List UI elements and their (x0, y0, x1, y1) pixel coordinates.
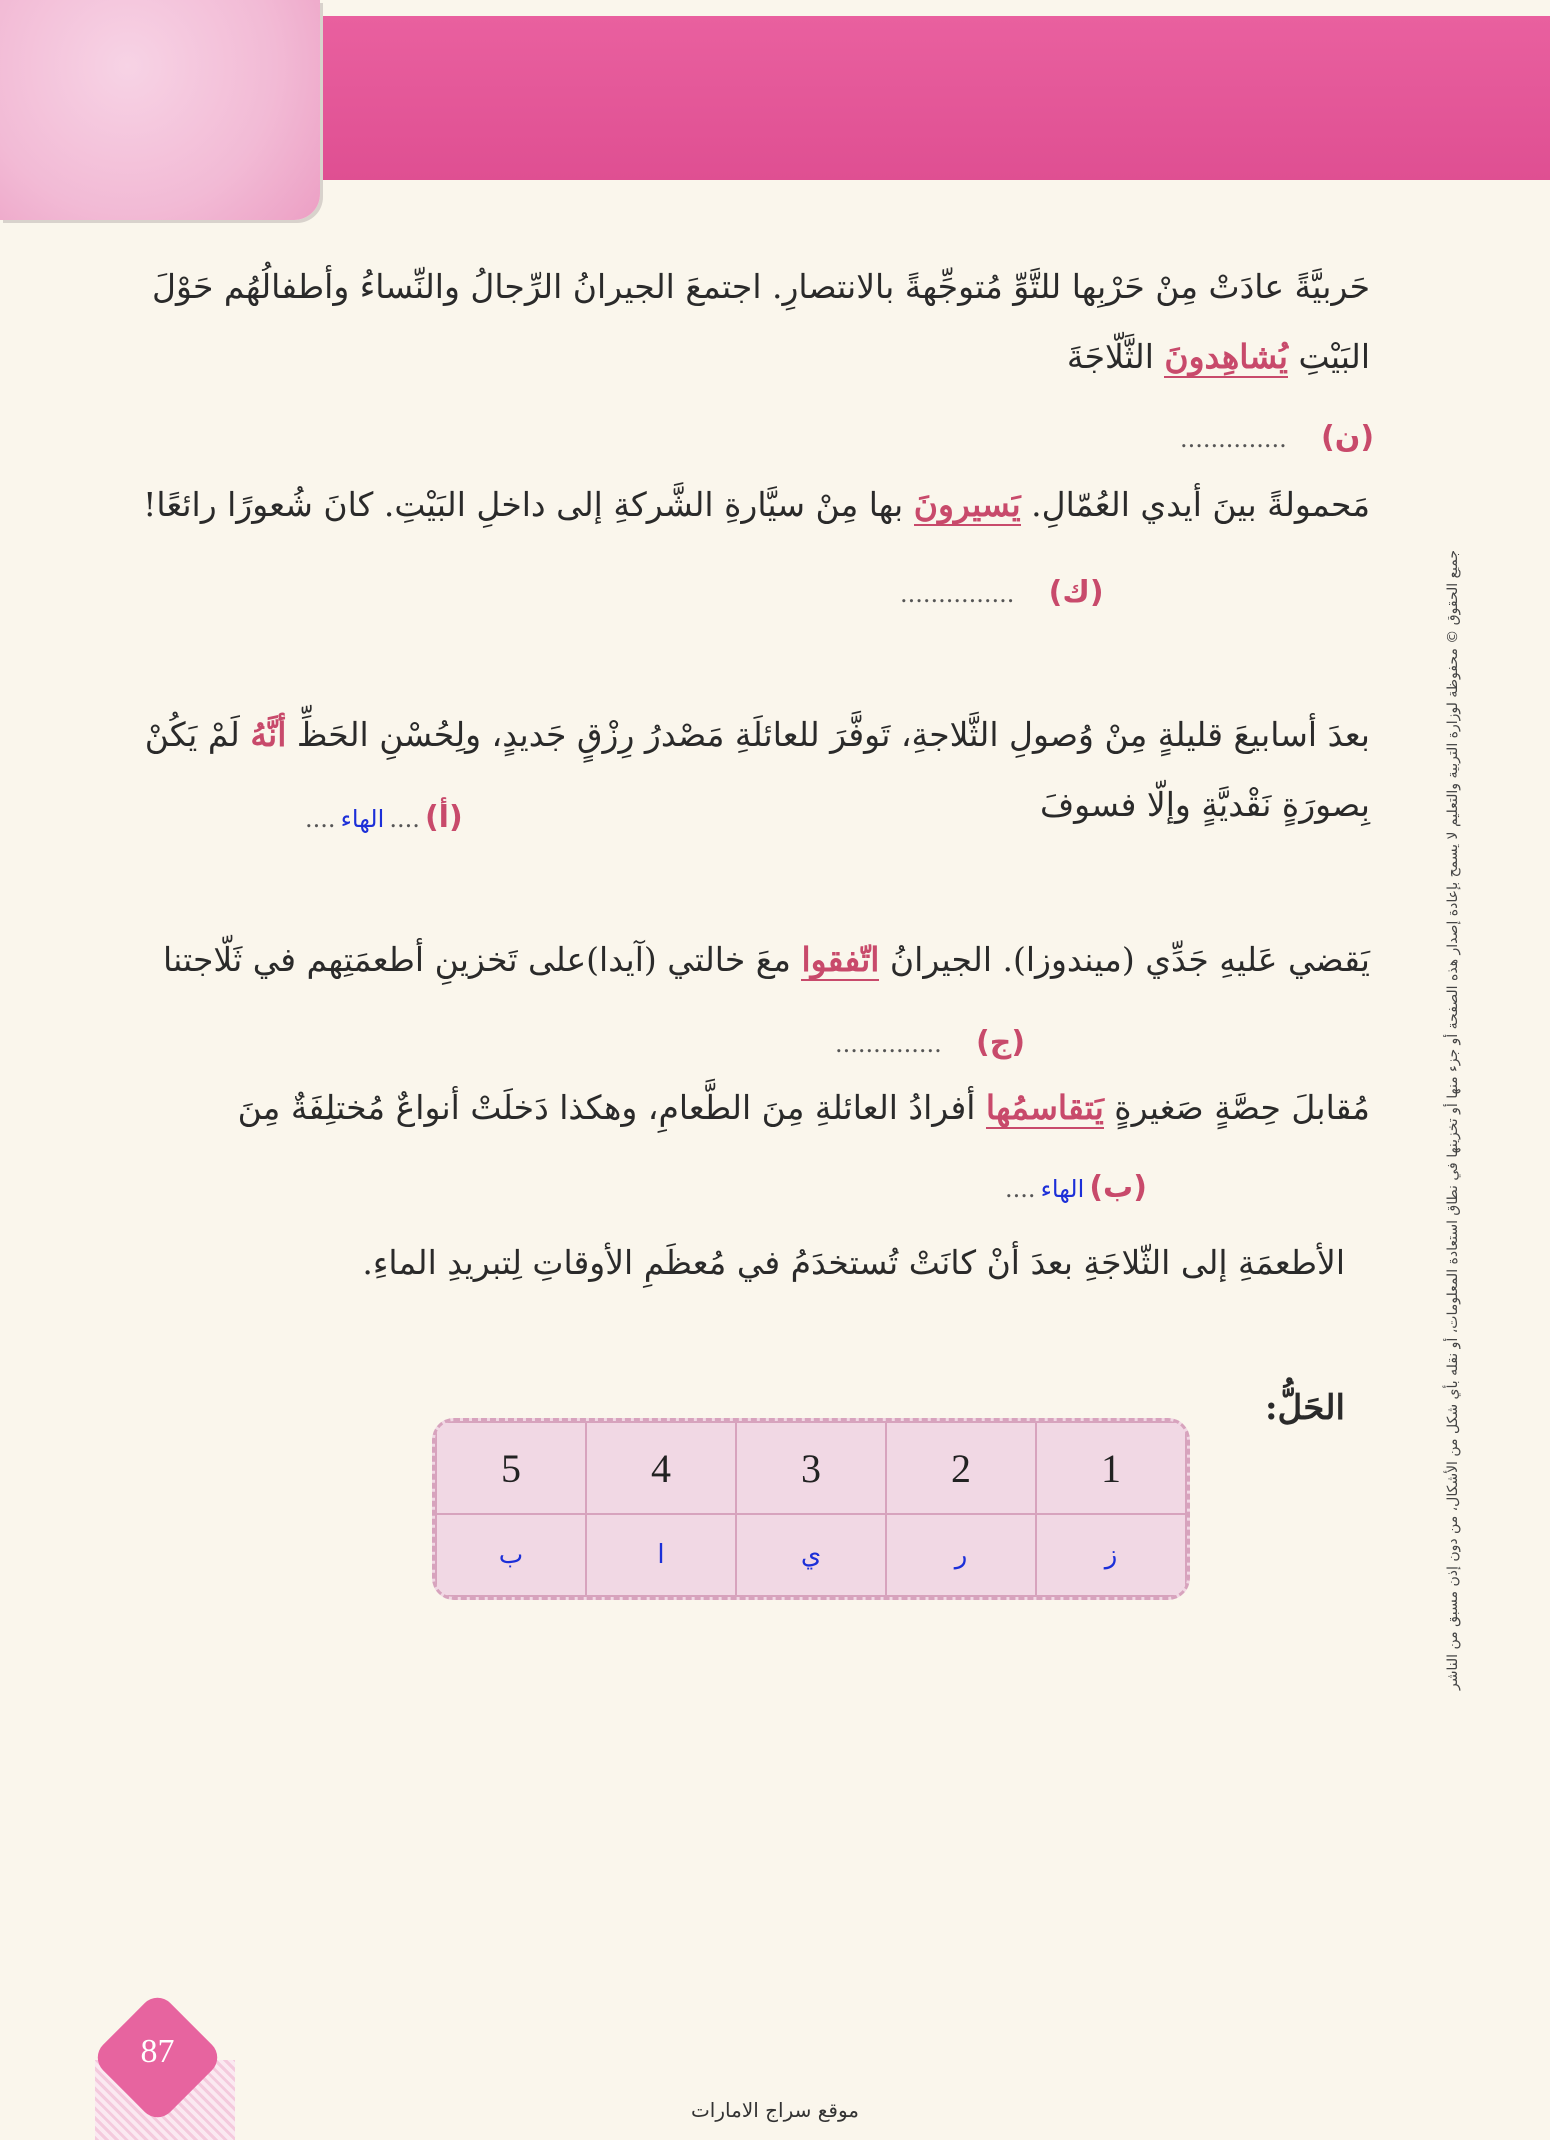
paragraph-1-line-1: حَربيَّةً عادَتْ مِنْ حَرْبِها للتَّوِّ مُتوجِّهةً بالانتصارِ. اجتمعَ الجيرانُ الرِّجالُ والنِّساءُ وأطفالُهُم حَوْلَ (152, 267, 1370, 306)
mark-row-4 (835, 1025, 1025, 1060)
mark-letter: (أ) (424, 800, 463, 835)
highlighted-word: اتّفقوا (801, 940, 880, 979)
table-cell-letter: ي (736, 1514, 886, 1596)
mark-letter: (ن) (1321, 420, 1375, 455)
answer-blank: .............. (835, 1030, 942, 1058)
answer-dots: .... (389, 805, 420, 833)
table-cell-number: 3 (736, 1422, 886, 1514)
answer-dots: .... (1005, 1175, 1036, 1203)
paragraph-5-line-2: الأطعمَةِ إلى الثّلاجَةِ بعدَ أنْ كانَتْ تُستخدَمُ في مُعظَمِ الأوقاتِ لِتبريدِ الماءِ. (362, 1243, 1345, 1282)
answer-text: الهاء (340, 805, 385, 833)
page-number: 87 (140, 2033, 175, 2070)
highlighted-word: يَسيرونَ (913, 485, 1021, 524)
highlighted-word: يُشاهِدونَ (1164, 337, 1288, 376)
answer-text: الهاء (1040, 1175, 1085, 1203)
answer-dots: .... (305, 805, 336, 833)
table-cell-number: 1 (1036, 1422, 1186, 1514)
table-cell-letter: ا (586, 1514, 736, 1596)
answer-blank: .............. (1180, 425, 1287, 453)
paragraph-4 (120, 925, 1370, 995)
mark-row-1 (1180, 420, 1374, 455)
text-segment: بعدَ أسابيعَ قليلةٍ مِنْ وُصولِ الثَّلاجةِ، تَوفَّرَ للعائلَةِ مَصْدرُ رِزْقٍ جَديدٍ، ولِحُسْنِ الحَظِّ (286, 715, 1370, 754)
paragraph-3-line-2: بِصورَةٍ نَقْديَّةٍ وإلّا فسوفَ (1039, 785, 1370, 824)
answer-blank: ............... (900, 580, 1015, 608)
table-row-letters (436, 1514, 1186, 1596)
highlighted-word: أنَّهُ (250, 715, 287, 754)
paragraph-1 (120, 252, 1370, 392)
solution-label: الحَلُّ: (1264, 1388, 1345, 1428)
mark-letter: (ب) (1089, 1170, 1147, 1205)
table-cell-number: 5 (436, 1422, 586, 1514)
highlighted-word: يَتقاسمُها (985, 1088, 1104, 1127)
mark-letter: (ك) (1048, 575, 1104, 610)
table-cell-letter: ز (1036, 1514, 1186, 1596)
paragraph-5-line-1 (120, 1073, 1370, 1143)
text-segment: أفرادُ العائلةِ مِنَ الطَّعامِ، وهكذا دَخلَتْ أنواعٌ مُختلِفَةٌ مِنَ (237, 1088, 986, 1127)
paragraph-5 (120, 1073, 1370, 1143)
table-cell-number: 4 (586, 1422, 736, 1514)
table-cell-letter: ر (886, 1514, 1036, 1596)
text-segment: يَقضي عَليهِ جَدِّي (ميندوزا). الجيرانُ (879, 940, 1370, 979)
text-segment: لَمْ يَكُنْ (144, 715, 251, 754)
mark-row-3 (305, 800, 463, 835)
table-cell-letter: ب (436, 1514, 586, 1596)
text-segment: بها مِنْ سيَّارةِ الشَّركةِ إلى داخلِ البَيْتِ. كانَ شُعورًا رائعًا! (143, 485, 914, 524)
paragraph-1-line-2 (120, 322, 1370, 392)
text-segment: مُقابلَ حِصَّةٍ صَغيرةٍ (1103, 1088, 1370, 1127)
text-segment: البَيْتِ (1287, 337, 1370, 376)
paragraph-3-line-1 (120, 700, 1370, 770)
footer-site-name: موقع سراج الامارات (690, 2098, 860, 2122)
text-segment: معَ خالتي (آيدا)على تَخزينِ أطعمَتِهم في ثَلّاجتنا (163, 940, 802, 979)
mark-row-5 (1005, 1170, 1147, 1205)
mark-letter: (ج) (976, 1025, 1026, 1060)
mark-row-2 (900, 575, 1104, 610)
header-tab (0, 0, 320, 220)
header-band (300, 16, 1550, 180)
paragraph-2 (120, 470, 1370, 540)
paragraph-2-line-1 (120, 470, 1370, 540)
text-segment: مَحمولةً بينَ أيدي العُمّالِ. (1020, 485, 1370, 524)
rights-notice: جميع الحقوق © محفوظة لوزارة التربية والتعليم لا يسمح بإعادة إصدار هذه الصفحة أو جزء منها أو تخزينها في نطاق استعادة المعلومات، أو نقله بأي شكل من الأشكال، من دون إذن مسبق من الناشر (1445, 549, 1461, 1691)
table-row-numbers (436, 1422, 1186, 1514)
text-segment: الثَّلّاجَةَ (1066, 337, 1165, 376)
paragraph-5-continued (120, 1228, 1345, 1298)
table-cell-number: 2 (886, 1422, 1036, 1514)
answer-table (432, 1418, 1190, 1600)
paragraph-4-line-1 (120, 925, 1370, 995)
